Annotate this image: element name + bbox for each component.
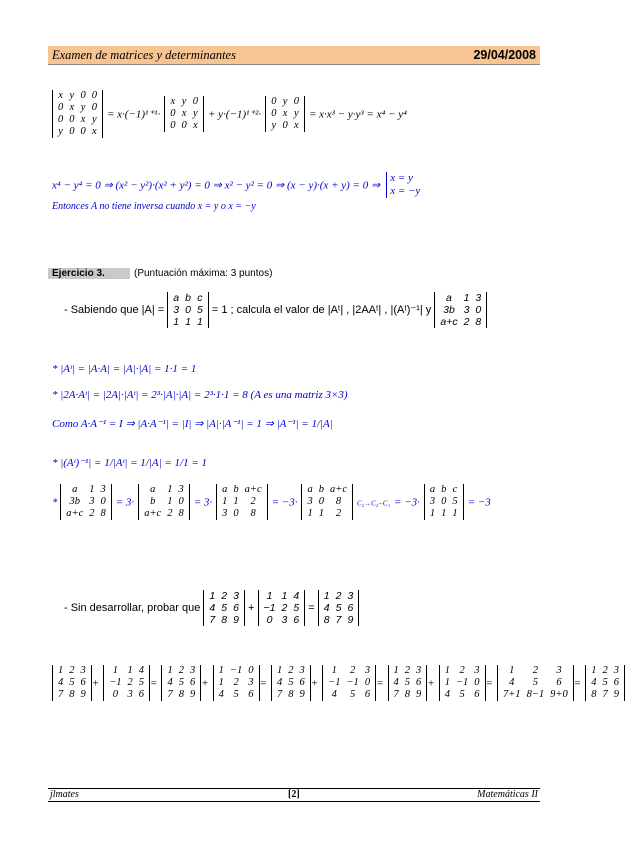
matrix-cell: 0 bbox=[271, 96, 277, 107]
matrix-cell: 0 bbox=[91, 102, 97, 113]
det-q1-repeat bbox=[60, 484, 112, 520]
matrix-cell: 1 bbox=[444, 665, 450, 676]
solution-line-3: Como A·A⁻¹ = I ⇒ |A·A⁻¹| = |I| ⇒ |A|·|A⁻¹| = 1 ⇒ |A⁻¹| = 1/|A| bbox=[52, 418, 333, 430]
matrix-cell: 1 bbox=[112, 665, 118, 676]
matrix-cell: 1 bbox=[331, 665, 337, 676]
matrix-cell: 8 bbox=[69, 689, 75, 700]
matrix-cell: 5 bbox=[178, 677, 184, 688]
matrix-cell: a+c bbox=[144, 508, 162, 519]
matrix-cell: 3 bbox=[347, 590, 354, 602]
matrix-cell: 2 bbox=[250, 496, 256, 507]
matrix-cell: x bbox=[193, 120, 198, 131]
matrix-cell: 1 bbox=[276, 665, 283, 676]
matrix-cell: 0 bbox=[248, 665, 254, 676]
matrix-cell: 9 bbox=[189, 689, 196, 700]
matrix-cell: 4 bbox=[444, 689, 450, 700]
matrix-cell: 4 bbox=[323, 602, 330, 614]
matrix-cell: a bbox=[446, 292, 452, 304]
matrix-cell: y bbox=[282, 96, 288, 107]
matrix-cell: 1 bbox=[233, 496, 239, 507]
matrix-cell: 9 bbox=[233, 614, 239, 626]
matrix-cell: 2 bbox=[335, 590, 342, 602]
page-footer bbox=[48, 788, 540, 802]
matrix-cell: 3b bbox=[443, 304, 455, 316]
matrix-cell: 6 bbox=[189, 677, 196, 688]
det-step-1 bbox=[138, 484, 190, 520]
column-op: C₂→C₂−C₁ bbox=[356, 499, 391, 508]
footer-author: jlmates bbox=[50, 789, 79, 800]
matrix-cell: 5 bbox=[602, 677, 608, 688]
matrix-cell: 5 bbox=[532, 677, 538, 688]
page-header bbox=[48, 46, 540, 65]
matrix-cell: 9 bbox=[299, 689, 305, 700]
matrix-cell: 1 bbox=[58, 665, 64, 676]
matrix-cell: a bbox=[429, 484, 436, 495]
solution-line-5 bbox=[52, 484, 491, 520]
matrix-cell: −1 bbox=[263, 602, 276, 614]
solution-system bbox=[386, 172, 420, 198]
det-3x3-b bbox=[265, 96, 305, 132]
q1-text-post: = 1 ; calcula el valor de |Aᵗ| , |2AAᵗ| , |(Aᵗ)⁻¹| y bbox=[211, 303, 432, 316]
solution-line-4: * |(Aᵗ)⁻¹| = 1/|Aᵗ| = 1/|A| = 1/1 = 1 bbox=[52, 457, 208, 469]
system-eq-1: x = y bbox=[390, 172, 413, 184]
matrix-cell: 1 bbox=[218, 665, 224, 676]
matrix-cell: 3 bbox=[613, 665, 619, 676]
matrix-cell: 5 bbox=[221, 602, 228, 614]
matrix-cell: −1 bbox=[328, 677, 341, 688]
matrix-cell: 2 bbox=[404, 665, 410, 676]
matrix-cell: 3 bbox=[222, 508, 228, 519]
matrix-cell: 3 bbox=[281, 614, 288, 626]
matrix-cell: 2 bbox=[288, 665, 294, 676]
matrix-cell: 1 bbox=[318, 508, 324, 519]
matrix-cell: 9 bbox=[416, 689, 422, 700]
matrix-cell: 6 bbox=[416, 677, 422, 688]
q2-text: - Sin desarrollar, probar que bbox=[64, 601, 201, 614]
bullet: * bbox=[52, 496, 61, 509]
matrix-cell: 1 bbox=[222, 496, 228, 507]
matrix-cell: a bbox=[307, 484, 313, 495]
matrix-cell: 3 bbox=[307, 496, 313, 507]
matrix-cell: 8 bbox=[221, 614, 228, 626]
matrix-cell: 1 bbox=[196, 316, 203, 328]
matrix-cell: 5 bbox=[459, 689, 465, 700]
matrix-cell: 8 bbox=[591, 689, 597, 700]
matrix-cell: 2 bbox=[602, 665, 608, 676]
matrix-cell: 7 bbox=[276, 689, 283, 700]
matrix-cell: b bbox=[185, 292, 191, 304]
matrix-cell: 4 bbox=[591, 677, 597, 688]
matrix-cell: 0 bbox=[293, 96, 299, 107]
matrix-cell: y bbox=[92, 114, 97, 125]
matrix-cell: c bbox=[452, 484, 458, 495]
matrix-cell: y bbox=[271, 120, 277, 131]
matrix-cell: 1 bbox=[452, 508, 458, 519]
solution-line-2: * |2A·Aᵗ| = |2A|·|Aᵗ| = 2³·|A|·|A| = 2³·1·1 = 8 (A es una matriz 3×3) bbox=[52, 389, 348, 401]
matrix-cell: 0 bbox=[100, 496, 106, 507]
matrix-cell: a+c bbox=[244, 484, 262, 495]
matrix-cell: 1 bbox=[167, 484, 173, 495]
eq-term-1: = x·(−1)¹⁺¹· bbox=[107, 108, 161, 121]
exercise-points: (Puntuación máxima: 3 puntos) bbox=[134, 268, 273, 279]
matrix-cell: x bbox=[69, 102, 75, 113]
det-proof-10 bbox=[585, 665, 625, 701]
matrix-cell: 3 bbox=[189, 665, 196, 676]
eq-line-2 bbox=[52, 172, 420, 198]
matrix-cell: x bbox=[293, 120, 299, 131]
matrix-cell: 3 bbox=[89, 496, 95, 507]
matrix-cell: 2 bbox=[350, 665, 356, 676]
matrix-cell: x bbox=[80, 114, 86, 125]
eq-result: = x·x³ − y·y³ = x⁴ − y⁴ bbox=[308, 108, 407, 121]
det-abc bbox=[167, 292, 209, 328]
matrix-cell: 6 bbox=[80, 677, 86, 688]
matrix-cell: 7 bbox=[167, 689, 173, 700]
det-p3 bbox=[318, 590, 360, 626]
matrix-cell: 3 bbox=[299, 665, 305, 676]
matrix-cell: 5 bbox=[233, 689, 239, 700]
matrix-cell: 3 bbox=[463, 304, 470, 316]
det-step-3 bbox=[301, 484, 353, 520]
matrix-cell: 5 bbox=[288, 677, 294, 688]
matrix-cell: 0 bbox=[282, 120, 288, 131]
matrix-cell: 3 bbox=[178, 484, 184, 495]
matrix-cell: 0 bbox=[69, 126, 75, 137]
matrix-cell: 0 bbox=[181, 120, 187, 131]
matrix-cell: 3 bbox=[429, 496, 436, 507]
matrix-cell: 4 bbox=[209, 602, 216, 614]
matrix-cell: 3b bbox=[69, 496, 80, 507]
matrix-cell: 4 bbox=[138, 665, 145, 676]
matrix-cell: y bbox=[69, 90, 75, 101]
det-proof-3 bbox=[161, 665, 201, 701]
matrix-cell: 4 bbox=[393, 677, 399, 688]
matrix-cell: 9+0 bbox=[550, 689, 568, 700]
final-result: = −3 bbox=[467, 496, 491, 509]
det-p1 bbox=[203, 590, 245, 626]
matrix-cell: 3 bbox=[475, 292, 482, 304]
matrix-cell: 0 bbox=[58, 102, 64, 113]
matrix-cell: 4 bbox=[58, 677, 64, 688]
matrix-cell: 2 bbox=[167, 508, 173, 519]
matrix-cell: 5 bbox=[293, 602, 300, 614]
matrix-cell: 6 bbox=[556, 677, 562, 688]
matrix-cell: 3 bbox=[80, 665, 86, 676]
matrix-cell: 3 bbox=[556, 665, 562, 676]
det-p2 bbox=[258, 590, 306, 626]
matrix-cell: 8 bbox=[323, 614, 330, 626]
matrix-cell: 1 bbox=[591, 665, 597, 676]
matrix-cell: a bbox=[173, 292, 180, 304]
matrix-cell: a bbox=[222, 484, 228, 495]
matrix-cell: 0 bbox=[266, 614, 273, 626]
matrix-cell: 2 bbox=[127, 677, 133, 688]
det-proof-7 bbox=[388, 665, 428, 701]
matrix-cell: 2 bbox=[532, 665, 538, 676]
matrix-cell: 0 bbox=[233, 508, 239, 519]
matrix-cell: y bbox=[293, 108, 299, 119]
matrix-cell: 4 bbox=[293, 590, 300, 602]
proof-line: 1 2 3 4 5 6 7 8 9 + 1 1 4 −1 2 5 0 3 6 = 1 2 3 4 5 6 7 8 9 + 1 −1 0 1 2 3 4 5 6 = 1 2 3 4 5 6 7 8 9 + 1 2 3 −1 −1 0 4 5 6 = 1 2 3 4 5 6 7 8 9 + 1 2 3 1 −1 0 4 5 6 = 1 2 3 4 5 6 7+1 8−1 9+0 = 1 2 3 4 5 6 8 7 9 bbox=[52, 665, 625, 701]
matrix-cell: 2 bbox=[335, 508, 342, 519]
exam-title: Examen de matrices y determinantes bbox=[52, 48, 236, 62]
matrix-cell: 1 bbox=[127, 665, 133, 676]
matrix-cell: 1 bbox=[173, 316, 180, 328]
matrix-cell: 5 bbox=[404, 677, 410, 688]
det-proof-8 bbox=[439, 665, 486, 701]
matrix-cell: 8 bbox=[335, 496, 342, 507]
matrix-cell: 0 bbox=[475, 304, 482, 316]
matrix-cell: 1 bbox=[429, 508, 436, 519]
matrix-cell: 3 bbox=[416, 665, 422, 676]
footer-page: [2] bbox=[288, 789, 300, 800]
matrix-cell: 3 bbox=[474, 665, 480, 676]
matrix-cell: x bbox=[181, 108, 187, 119]
matrix-cell: 0 bbox=[474, 677, 480, 688]
matrix-cell: −1 bbox=[346, 677, 359, 688]
matrix-cell: 1 bbox=[281, 590, 288, 602]
matrix-cell: 5 bbox=[196, 304, 203, 316]
matrix-cell: x bbox=[282, 108, 288, 119]
matrix-cell: −1 bbox=[455, 677, 469, 688]
matrix-cell: 1 bbox=[323, 590, 330, 602]
det-q1 bbox=[434, 292, 487, 328]
matrix-cell: 7 bbox=[58, 689, 64, 700]
matrix-cell: 0 bbox=[441, 496, 447, 507]
matrix-cell: 6 bbox=[233, 602, 239, 614]
step-1: = 3· bbox=[115, 496, 135, 509]
matrix-cell: x bbox=[170, 96, 176, 107]
matrix-cell: 0 bbox=[112, 689, 118, 700]
matrix-cell: 8 bbox=[178, 689, 184, 700]
question-2: - Sin desarrollar, probar que 1 2 3 4 5 6 7 8 9 + 1 1 4 −1 2 5 0 3 6 = 1 2 3 4 5 6 8 7 9 bbox=[64, 590, 359, 626]
q1-text-pre: - Sabiendo que |A| = bbox=[64, 303, 165, 316]
matrix-cell: 0 bbox=[192, 96, 198, 107]
matrix-cell: 0 bbox=[80, 90, 86, 101]
matrix-cell: 1 bbox=[266, 590, 273, 602]
matrix-cell: 5 bbox=[138, 677, 145, 688]
matrix-cell: 4 bbox=[509, 677, 515, 688]
matrix-cell: 0 bbox=[178, 496, 184, 507]
det-3x3-a bbox=[164, 96, 204, 132]
matrix-cell: x bbox=[92, 126, 97, 137]
matrix-cell: 5 bbox=[69, 677, 75, 688]
matrix-cell: 6 bbox=[613, 677, 619, 688]
matrix-cell: 1 bbox=[89, 484, 95, 495]
matrix-cell: 8 bbox=[100, 508, 106, 519]
matrix-cell: a+c bbox=[329, 484, 347, 495]
det-step-4 bbox=[424, 484, 464, 520]
matrix-cell: 2 bbox=[463, 316, 470, 328]
matrix-cell: 6 bbox=[364, 689, 371, 700]
matrix-cell: 4 bbox=[331, 689, 337, 700]
matrix-cell: a bbox=[150, 484, 156, 495]
matrix-cell: 0 bbox=[69, 114, 75, 125]
matrix-cell: 6 bbox=[299, 677, 305, 688]
det-proof-2 bbox=[103, 665, 150, 701]
matrix-cell: 8 bbox=[404, 689, 410, 700]
det-4x4 bbox=[52, 90, 103, 138]
matrix-cell: 0 bbox=[170, 120, 176, 131]
matrix-cell: 0 bbox=[91, 90, 97, 101]
matrix-cell: x bbox=[58, 90, 63, 101]
matrix-cell: 1 bbox=[441, 508, 447, 519]
matrix-cell: 0 bbox=[271, 108, 277, 119]
det-proof-1 bbox=[52, 665, 92, 701]
exercise-label: Ejercicio 3. bbox=[48, 268, 130, 279]
factor-chain: x⁴ − y⁴ = 0 ⇒ (x² − y²)·(x² + y²) = 0 ⇒ x² − y² = 0 ⇒ (x − y)·(x + y) = 0 ⇒ bbox=[52, 179, 381, 192]
matrix-cell: 1 bbox=[167, 665, 173, 676]
matrix-cell: 8 bbox=[288, 689, 294, 700]
matrix-cell: b bbox=[441, 484, 447, 495]
footer-subject: Matemáticas II bbox=[477, 789, 538, 800]
matrix-cell: 3 bbox=[100, 484, 106, 495]
matrix-cell: −1 bbox=[229, 665, 243, 676]
matrix-cell: 1 bbox=[218, 677, 224, 688]
matrix-cell: −1 bbox=[109, 677, 122, 688]
matrix-cell: y bbox=[80, 102, 86, 113]
matrix-cell: 3 bbox=[248, 677, 254, 688]
matrix-cell: 5 bbox=[350, 689, 356, 700]
matrix-cell: 0 bbox=[185, 304, 191, 316]
det-proof-9 bbox=[497, 665, 574, 701]
matrix-cell: 6 bbox=[347, 602, 354, 614]
matrix-cell: 3 bbox=[127, 689, 133, 700]
matrix-cell: 2 bbox=[69, 665, 75, 676]
matrix-cell: 4 bbox=[276, 677, 283, 688]
matrix-cell: y bbox=[58, 126, 63, 137]
det-proof-4 bbox=[213, 665, 260, 701]
step-2: = 3· bbox=[193, 496, 213, 509]
matrix-cell: y bbox=[181, 96, 187, 107]
matrix-cell: 3 bbox=[364, 665, 371, 676]
matrix-cell: 1 bbox=[463, 292, 470, 304]
det-step-2 bbox=[216, 484, 268, 520]
matrix-cell: 1 bbox=[167, 496, 173, 507]
matrix-cell: 7 bbox=[209, 614, 216, 626]
matrix-cell: 9 bbox=[80, 689, 86, 700]
matrix-cell: 1 bbox=[307, 508, 313, 519]
matrix-cell: c bbox=[197, 292, 203, 304]
matrix-cell: 7 bbox=[393, 689, 399, 700]
matrix-cell: 6 bbox=[293, 614, 300, 626]
matrix-cell: 7+1 bbox=[502, 689, 521, 700]
exam-date: 29/04/2008 bbox=[473, 48, 536, 62]
matrix-cell: 2 bbox=[281, 602, 288, 614]
matrix-cell: 9 bbox=[347, 614, 354, 626]
matrix-cell: 2 bbox=[221, 590, 228, 602]
conclusion: Entonces A no tiene inversa cuando x = y o x = −y bbox=[52, 201, 256, 212]
matrix-cell: y bbox=[193, 108, 198, 119]
matrix-cell: 5 bbox=[335, 602, 342, 614]
det-proof-5 bbox=[271, 665, 311, 701]
matrix-cell: 3 bbox=[173, 304, 180, 316]
matrix-cell: 2 bbox=[178, 665, 184, 676]
matrix-cell: 6 bbox=[248, 689, 254, 700]
step-4: = −3· bbox=[394, 496, 420, 509]
eq-line-1 bbox=[52, 90, 407, 138]
det-proof-6 bbox=[322, 665, 376, 701]
matrix-cell: 2 bbox=[459, 665, 465, 676]
matrix-cell: 4 bbox=[218, 689, 224, 700]
matrix-cell: 1 bbox=[209, 590, 216, 602]
matrix-cell: 8 bbox=[475, 316, 482, 328]
matrix-cell: 1 bbox=[393, 665, 399, 676]
matrix-cell: 0 bbox=[58, 114, 64, 125]
matrix-cell: 8 bbox=[178, 508, 184, 519]
eq-term-2: + y·(−1)¹⁺²· bbox=[207, 108, 262, 121]
matrix-cell: 0 bbox=[318, 496, 324, 507]
matrix-cell: b bbox=[150, 496, 156, 507]
matrix-cell: 4 bbox=[167, 677, 173, 688]
matrix-cell: 0 bbox=[364, 677, 371, 688]
matrix-cell: 2 bbox=[233, 677, 239, 688]
matrix-cell: b bbox=[318, 484, 324, 495]
matrix-cell: 1 bbox=[509, 665, 515, 676]
matrix-cell: 6 bbox=[474, 689, 480, 700]
system-eq-2: x = −y bbox=[390, 185, 421, 197]
matrix-cell: 0 bbox=[170, 108, 176, 119]
question-1 bbox=[64, 292, 487, 328]
step-3: = −3· bbox=[271, 496, 298, 509]
matrix-cell: a bbox=[72, 484, 78, 495]
matrix-cell: 2 bbox=[89, 508, 95, 519]
matrix-cell: 1 bbox=[185, 316, 191, 328]
solution-line-1: * |Aᵗ| = |A·A| = |A|·|A| = 1·1 = 1 bbox=[52, 363, 197, 375]
matrix-cell: 0 bbox=[80, 126, 86, 137]
matrix-cell: 6 bbox=[138, 689, 145, 700]
matrix-cell: 8−1 bbox=[526, 689, 545, 700]
matrix-cell: 7 bbox=[335, 614, 342, 626]
matrix-cell: 3 bbox=[233, 590, 239, 602]
matrix-cell: b bbox=[233, 484, 239, 495]
matrix-cell: 8 bbox=[250, 508, 256, 519]
matrix-cell: 9 bbox=[613, 689, 619, 700]
matrix-cell: 7 bbox=[602, 689, 608, 700]
matrix-cell: a+c bbox=[440, 316, 458, 328]
matrix-cell: a+c bbox=[66, 508, 84, 519]
matrix-cell: 5 bbox=[452, 496, 458, 507]
matrix-cell: 1 bbox=[444, 677, 450, 688]
